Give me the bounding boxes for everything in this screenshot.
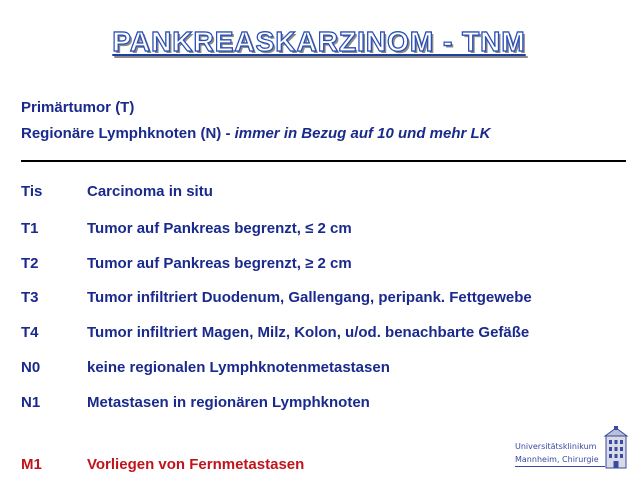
row-code: N1 xyxy=(21,394,41,411)
row-description: Carcinoma in situ xyxy=(87,183,213,200)
institution-logo xyxy=(508,424,632,476)
row-description: Tumor infiltriert Magen, Milz, Kolon, u/od. benachbarte Gefäße xyxy=(87,324,530,341)
slide-title: PANKREASKARZINOM - TNM xyxy=(112,26,526,57)
intro-lymph-nodes xyxy=(21,125,491,142)
row-description: Tumor auf Pankreas begrenzt, ≤ 2 cm xyxy=(87,220,352,237)
row-code: N0 xyxy=(21,359,41,376)
divider-line xyxy=(21,160,626,162)
intro-lymph-nodes-main: Regionäre Lymphknoten (N) - xyxy=(21,125,235,142)
row-description: keine regionalen Lymphknotenmetastasen xyxy=(87,359,390,376)
intro-lymph-nodes-note: immer in Bezug auf 10 und mehr LK xyxy=(234,125,491,142)
row-code: Tis xyxy=(21,183,43,200)
row-description: Tumor infiltriert Duodenum, Gallengang, peripank. Fettgewebe xyxy=(87,289,532,306)
building-icon xyxy=(603,426,629,470)
row-description: Metastasen in regionären Lymphknoten xyxy=(87,394,370,411)
row-description: Vorliegen von Fernmetastasen xyxy=(87,456,305,473)
logo-line-1: Universitätsklinikum xyxy=(515,442,597,451)
intro-primary-tumor: Primärtumor (T) xyxy=(21,99,135,116)
logo-underline xyxy=(515,466,605,467)
row-code: T1 xyxy=(21,220,39,237)
row-code: T4 xyxy=(21,324,39,341)
row-code: M1 xyxy=(21,456,42,473)
row-description: Tumor auf Pankreas begrenzt, ≥ 2 cm xyxy=(87,255,352,272)
row-code: T3 xyxy=(21,289,39,306)
row-code: T2 xyxy=(21,255,39,272)
logo-line-2: Mannheim, Chirurgie xyxy=(515,455,599,464)
